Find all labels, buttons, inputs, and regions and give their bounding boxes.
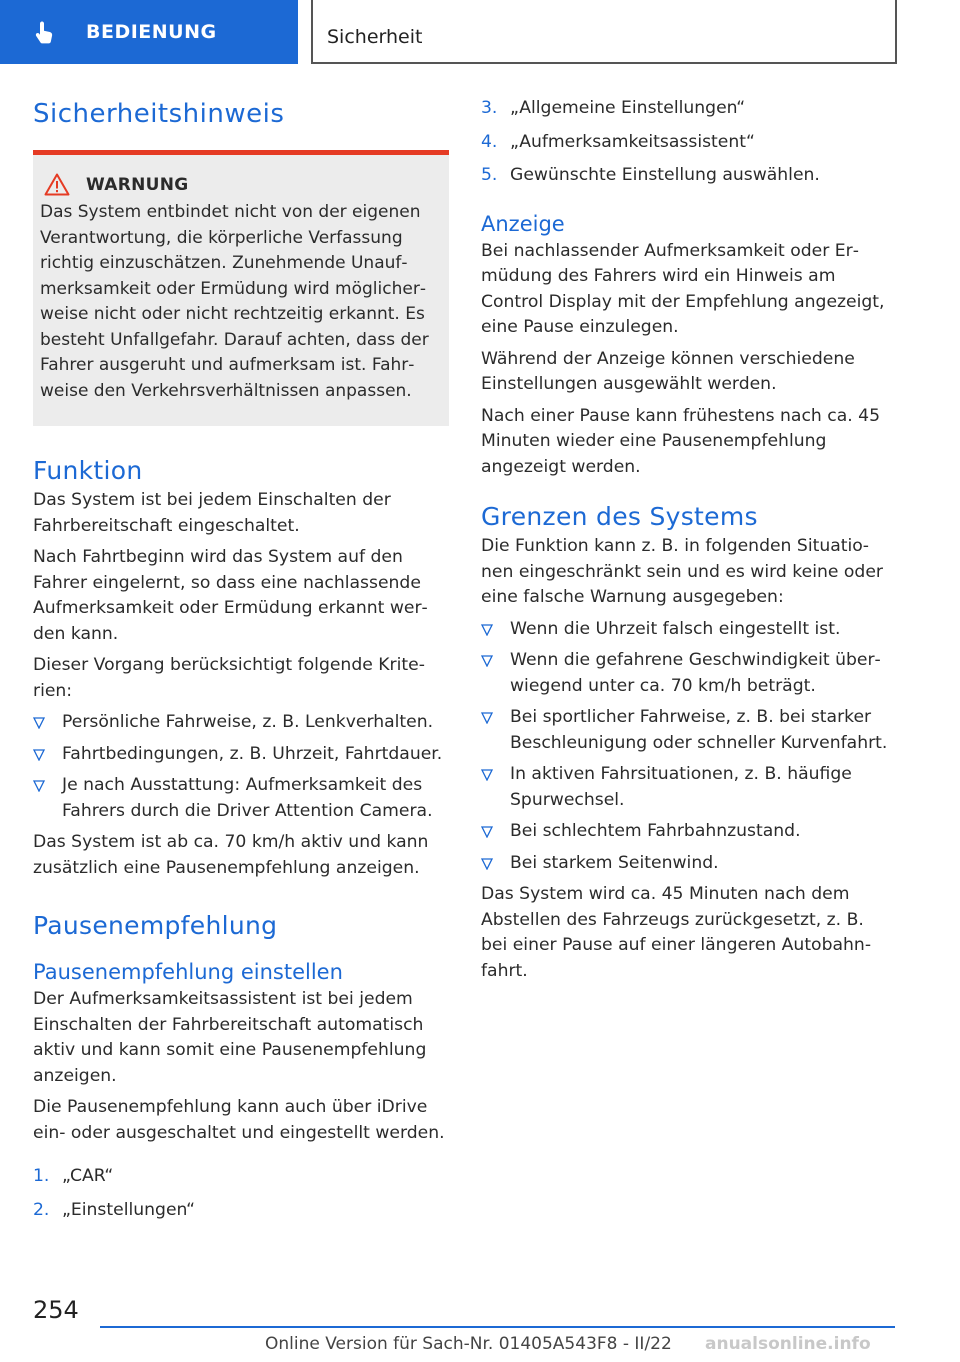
- list-item: [481, 762, 895, 813]
- bullet-triangle-icon: [481, 624, 493, 636]
- anzeige-paragraph-1: Bei nachlassender Aufmerksamkeit oder Ermüdung des Fahrers wird ein Hinweis am Control Display mit der Empfehlung angezeigt, eine Pause einzulegen.: [481, 240, 885, 337]
- warning-header: [40, 173, 441, 196]
- bullet-triangle-icon: [481, 712, 493, 724]
- funktion-paragraph-1: Das System ist bei jedem Einschalten der Fahrbereitschaft eingeschaltet.: [33, 490, 391, 536]
- funktion-paragraph-2: Nach Fahrtbeginn wird das System auf den Fahrer eingelernt, so dass eine nachlassende Aufmerksamkeit oder Ermüdung erkannt werden kann.: [33, 547, 428, 644]
- list-item: [481, 705, 895, 756]
- warning-title: WARNUNG: [86, 174, 189, 195]
- bullet-triangle-icon: [481, 858, 493, 870]
- step-text: „CAR“: [62, 1166, 114, 1186]
- list-item-text: Wenn die gefahrene Geschwindigkeit überwiegend unter ca. 70 km/h beträgt.: [510, 650, 881, 696]
- hand-touch-icon: [34, 20, 56, 44]
- pause-steps-list-continued: [481, 96, 895, 189]
- pause-paragraph-1: Der Aufmerksamkeitsassistent ist bei jedem Einschalten der Fahrbereitschaft automatisch aktiv und kann somit eine Pausenempfehlung anzeigen.: [33, 989, 427, 1086]
- list-item: [33, 1198, 448, 1224]
- bullet-triangle-icon: [33, 717, 45, 729]
- warning-triangle-icon: [44, 173, 70, 196]
- list-item-text: Bei sportlicher Fahrweise, z. B. bei starker Beschleunigung oder schneller Kurvenfahrt.: [510, 707, 888, 753]
- subheading-pausenempfehlung-einstellen: Pausenempfehlung einstellen: [33, 960, 343, 984]
- pause-paragraph-2: Die Pausenempfehlung kann auch über iDrive ein- oder ausgeschaltet und eingestellt werden.: [33, 1097, 445, 1143]
- warning-box: [33, 150, 449, 426]
- list-item: [33, 773, 448, 824]
- anzeige-paragraph-3: Nach einer Pause kann frühestens nach ca. 45 Minuten wieder eine Pausenempfehlung angezeigt werden.: [481, 405, 881, 477]
- step-number: 3.: [481, 98, 498, 118]
- list-item-text: In aktiven Fahrsituationen, z. B. häufige Spurwechsel.: [510, 764, 852, 810]
- list-item: [481, 130, 895, 156]
- step-number: 5.: [481, 165, 498, 185]
- step-number: 2.: [33, 1199, 50, 1220]
- pause-steps-list: [33, 1164, 448, 1223]
- heading-anzeige: Anzeige: [481, 211, 565, 236]
- right-column: [481, 96, 895, 984]
- bullet-triangle-icon: [481, 655, 493, 667]
- list-item: [33, 710, 448, 736]
- heading-sicherheitshinweis: Sicherheitshinweis: [33, 99, 285, 129]
- list-item: [33, 742, 448, 768]
- list-item-text: Persönliche Fahrweise, z. B. Lenkverhalten.: [62, 712, 434, 732]
- list-item-text: Fahrtbedingungen, z. B. Uhrzeit, Fahrtdauer.: [62, 743, 443, 764]
- funktion-criteria-list: [33, 710, 448, 824]
- list-item-text: Bei starkem Seitenwind.: [510, 852, 719, 873]
- list-item-text: Je nach Ausstattung: Aufmerksamkeit des Fahrers durch die Driver Attention Camera.: [62, 775, 433, 821]
- step-text: „Einstellungen“: [62, 1199, 196, 1220]
- funktion-paragraph-4: Das System ist ab ca. 70 km/h aktiv und kann zusätzlich eine Pausenempfehlung anzeigen.: [33, 832, 429, 878]
- heading-pausenempfehlung: Pausenempfehlung: [33, 911, 278, 940]
- list-item: [33, 1164, 448, 1190]
- step-text: „Allgemeine Einstellungen“: [510, 98, 746, 118]
- bullet-triangle-icon: [481, 826, 493, 838]
- watermark: anualsonline.info: [705, 1334, 871, 1354]
- list-item: [481, 851, 895, 877]
- chapter-header: [311, 0, 897, 64]
- footer-divider: [100, 1326, 895, 1328]
- page-number: 254: [33, 1296, 79, 1324]
- list-item: [481, 617, 895, 643]
- grenzen-paragraph-1: Die Funktion kann z. B. in folgenden Situationen eingeschränkt sein und es wird keine oder eine falsche Warnung ausgegeben:: [481, 536, 883, 607]
- section-label: BEDIENUNG: [86, 21, 217, 43]
- grenzen-list: [481, 617, 895, 877]
- section-tab: [0, 0, 298, 64]
- bullet-triangle-icon: [33, 749, 45, 761]
- step-number: 1.: [33, 1166, 50, 1186]
- list-item: [481, 96, 895, 122]
- online-version-note: Online Version für Sach-Nr. 01405A543F8 - II/22: [265, 1334, 672, 1354]
- warning-text: Das System entbindet nicht von der eigenen Verantwortung, die körperliche Verfassung richtig einzuschätzen. Zunehmende Unaufmerksamkeit oder Ermüdung wird möglicherweise nicht oder nicht rechtzeitig erkannt. Es besteht Unfallgefahr. Darauf achten, dass der Fahrer ausgeruht und aufmerksam ist. Fahrweise den Verkehrsverhältnissen anpassen.: [40, 202, 429, 401]
- left-column: [33, 96, 448, 1231]
- heading-funktion: Funktion: [33, 456, 143, 485]
- heading-grenzen-des-systems: Grenzen des Systems: [481, 502, 758, 531]
- grenzen-paragraph-2: Das System wird ca. 45 Minuten nach dem Abstellen des Fahrzeugs zurückgesetzt, z. B. bei einer Pause auf einer längeren Autobahnfahrt.: [481, 884, 872, 981]
- anzeige-paragraph-2: Während der Anzeige können verschiedene Einstellungen ausgewählt werden.: [481, 348, 855, 394]
- bullet-triangle-icon: [481, 769, 493, 781]
- list-item-text: Bei schlechtem Fahrbahnzustand.: [510, 821, 801, 841]
- step-text: Gewünschte Einstellung auswählen.: [510, 165, 820, 185]
- chapter-title: Sicherheit: [327, 26, 423, 48]
- step-text: „Aufmerksamkeitsassistent“: [510, 131, 755, 152]
- list-item-text: Wenn die Uhrzeit falsch eingestellt ist.: [510, 618, 841, 639]
- funktion-paragraph-3: Dieser Vorgang berücksichtigt folgende Kriterien:: [33, 655, 425, 701]
- list-item: [481, 819, 895, 845]
- bullet-triangle-icon: [33, 780, 45, 792]
- step-number: 4.: [481, 131, 498, 152]
- list-item: [481, 163, 895, 189]
- list-item: [481, 648, 895, 699]
